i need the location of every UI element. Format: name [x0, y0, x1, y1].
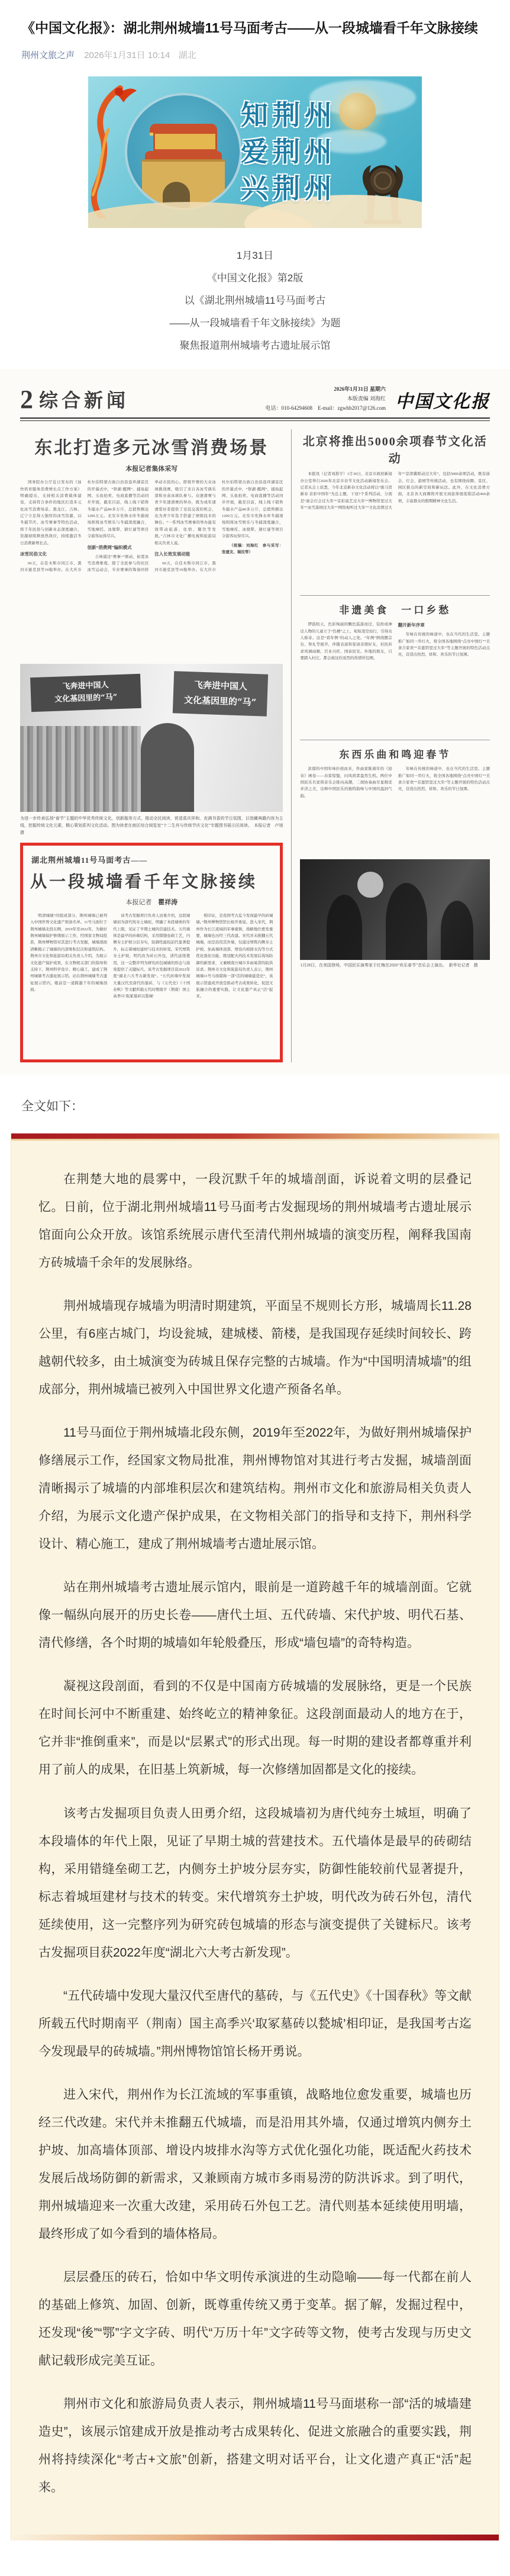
library-photo	[20, 664, 283, 812]
photo-banner-right: 飞奔进中国人 文化基因里的“马”	[172, 671, 267, 717]
food-article-subhead: 翻开新年序章	[398, 622, 425, 628]
article-paragraph: 凝视这段剖面，看到的不仅是中国南方砖城墙的发展脉络，更是一个民族在时间长河中不断重建、始终屹立的精神象征。这段剖面最动人的地方在于，它并非“推倒重来”，而是以“层累式”的形式出现。每一时期的建设者都尊重并利用了前人的成果，在旧基上筑新城，每一次修缮加固都是文化的接续。	[38, 1679, 472, 1777]
reader-silhouette	[141, 723, 194, 812]
newspaper-divider	[20, 417, 490, 421]
newsprint-text: 60天，在佳木斯市同江市、黑河市逊克县等19地举办。在大庆市杜尔伯特蒙古族自治县连环湖景区的开幕式中，“祭湖·醒网”、捕鱼起网、头鱼拍卖、电商直播等活动同步开展，截至目前，线上线下销售冬捕水产品80多万斤，总销售额达1200万元。北安市先锋水库冬捕现场则将冰雪娱乐与冬捕深度融合，雪地摩托、冰爬犁、猜灯谜等项目令游客玩得尽兴。	[20, 480, 149, 573]
bookshelf-shape	[20, 726, 141, 812]
newspaper-date: 2026年1月31日 星期六	[334, 386, 386, 392]
left-article-subhead: 注入长效发展动能	[154, 551, 191, 557]
article-paragraph: 荆州城墙现存城墙为明清时期建筑，平面呈不规则长方形，城墙周长11.28公里，有6座古城门，均设瓮城，建城楼、箭楼，是我国现存延续时间较长、跨越朝代较多，由土城演变为砖城且保存完整的古城墙。作为“中国明清城墙”的组成部分，荆州城墙已被列入中国世界文化遗产预备名单。	[38, 1299, 472, 1397]
beijing-article-headline: 北京将推出5000余项春节文化活动	[302, 435, 488, 466]
newspaper-editor: 本版责编 刘海红	[347, 395, 386, 402]
publish-date: 2026年1月31日 10:14	[84, 50, 170, 60]
newsprint-text: 国务院办公厅近日发布的《加快培育服务消费增长点工作方案》明确提出，支持相关消费载体建设，支持符合条件的地区打造多元化冰雪消费场景。黑龙江、吉林、辽宁立足得天独厚的冰雪资源，以冬捕节庆、冰雪赛事等特色活动，将千年民俗与创新业态深度融合，资源持续释放热效应，持续激活冬日消费新增长点。	[20, 480, 82, 545]
newsprint-text: 本报讯（记者刘淮宇）1月30日，北京市政府新闻办公室举行2026年北京市春节文化活动新闻发布会。记者从会上获悉，今年北京新春文化活动将以“骏马贺新春 京彩中国年”为总主题，下设7个系列活动，分别是“庙会灯会过大年”“京彩演艺过大年”“博物馆里过大年”“冰雪游园过大年”“网络视听过大年”“文化消费过大年”“京津冀联动过大年”，包括5000余项活动，既有庙会、灯会、游园等传统活动，也有围绕商圈、景区、园区推出的新空间和新玩法。此外，在文化消费方面，北京各大商圈将开展文商旅体展促销活动460余项，丰富群众的假期精神文化生活。	[300, 472, 490, 510]
page-title: 《中国文化报》：湖北荆州城墙11号马面考古——从一段城墙看千年文脉接续	[21, 20, 478, 36]
newspaper-left-column	[20, 429, 288, 1062]
moon-icon	[339, 93, 376, 130]
intro-line: 以《湖北荆州城墙11号马面考古	[184, 294, 326, 306]
article-paragraph: 该考古发掘项目负责人田勇介绍，这段城墙初为唐代纯夯土城垣，明确了本段墙体的年代上限，见证了早期土城的营建技术。五代墙体是最早的砖砌结构，采用错缝垒砌工艺，内侧夯土护坡分层夯实，防御性能较前代显著提升，标志着城垣建材与技术的转变。宋代增筑夯土护坡，明代改为砖石外包，清代延续使用，这一完整序列为研究砖包城墙的形态与演变提供了关键标尺。该考古发掘项目获2022年度“湖北六大考古新发现”。	[38, 1806, 472, 1960]
article-paragraph: 荆州市文化和旅游局负责人表示，荆州城墙11号马面堪称一部“活的城墙建造史”，该展示馆建成开放是推动考古成果转化、促进文旅融合的重要实践，荆州将持续深化“考古+文旅”创新，搭建文明对话平台，让文化遗产真正“活”起来。	[38, 2397, 472, 2495]
newsprint-text: 该考古发掘项目负责人田勇介绍，这段城墙初为唐代纯夯土城垣，明确了本段墙体的年代上限，见证了早期土城的营建技术。五代墙体是最早的砖砌结构，采用错缝垒砌工艺，内侧夯土护坡分层夯实，防御性能较前代显著提升，标志着城垣建材与技术的转变。宋代增筑夯土护坡，明代改为砖石外包，清代延续使用，这一完整序列为研究砖包城墙的形态与演变提供了关键标尺。该考古发掘项目获2022年度“湖北六大考古新发现”。“五代砖墙中发现大量汉代至唐代的墓砖，与《五代史》《十国春秋》等文献所载五代时期南平（荆南）国主高季兴‘取冢墓砖以甃城’	[113, 913, 191, 999]
banner-slogan-line: 兴荆州	[241, 172, 337, 204]
left-article-subhead: 创新“消费网”编织模式	[87, 544, 132, 550]
music-article-body	[300, 766, 490, 855]
banner-slogan-line: 爱荆州	[241, 136, 337, 167]
left-article-tail: （统稿：刘海红 参与采写：张建友、瑞民等）	[221, 543, 283, 554]
newsprint-text: 吉林通过“赛事+”驱动，拓宽冰雪消费维度。除了全民参与的社区冰雪运动会，专业赛事的筹备同样牵动市民的心。即将开赛的大众冰球挑战赛，吸引了来自各冰雪俱乐部和业余冰球队参与。众速滑赛与青少年速滑赛的举办，既为成年速滑爱好者提供了竞技交流的机会，也为青少年选手搭建了磨练技术的舞台。“一系列冰雪赛事的举办能有效带动旅游、住宿、餐饮等发展。”吉林市文化广播电视和旅游局相关负责人说。	[87, 480, 216, 573]
photo-banner-left: 飞奔进中国人 文化基因里的“马”	[30, 674, 141, 712]
article-paragraph: 11号马面位于荆州城墙北段东侧，2019年至2022年，为做好荆州城墙保护修缮展示工作，经国家文物局批准，荆州博物馆对其进行考古发掘，城墙剖面清晰揭示了城墙的内部堆积层次和建筑结构。荆州市文化和旅游局相关负责人介绍，为展示文化遗产保护成果，在文物相关部门的指导和支持下，荆州科学设计、精心施工，建成了荆州城墙考古遗址展示馆。	[38, 1426, 472, 1552]
newsprint-text: 浓郁的中国年味扑面而来，作曲家陈熹年的《迎春》画卷——春雷惊蛰，问风尚霄盎然生机。两位中国民乐名家将音乐会推向高潮，二胡协奏曲尽显刚柔并济之美，诠释中国民乐的独特韵味与中国的温润气韵。	[300, 767, 392, 798]
beijing-article-body	[300, 471, 490, 589]
intro-text	[0, 245, 510, 357]
left-article-byline: 本报记者集体采写	[125, 465, 178, 473]
newsprint-text: 年味在传统的味道中，也在当代的生活里。主题推广如同一串灯火，将全国各地围绕“点亮中国灯”“美食合家欢”“非遗馆里过大年”等主题开展的特色活动点亮，营造出热烈、祥和、欢乐的节日氛围。	[398, 632, 490, 657]
newspaper-page-number: 2	[20, 385, 33, 415]
library-photo-caption: 为进一步传承弘扬“春节”主题的中华优秀传统文化，创新服务方式，推动全民阅读，营造喜庆祥和、充满书香的节日氛围，以馆藏典籍内容为主线，挖掘传统文化元素，精心策划系列文化活动。图为读者在南区综合阅览室“十二生肖与传统节庆文化”专题图书展示区阅读。 本报记者 卢旭 摄	[20, 816, 288, 835]
newsprint-text: 60天，在佳木斯市同江市、黑河市逊克县等19地举办。在大庆市杜尔伯特蒙古族自治县连环湖景区的开幕式中，“祭湖·醒网”、捕鱼起网、头鱼拍卖、电商直播等活动同步开展，截至目前，线上线下销售冬捕水产品80多万斤，总销售额达1200万元。北安市先锋水库冬捕现场则将冰雪娱乐与冬捕深度融合，雪地摩托、冰爬犁、猜灯谜等项目令游客玩得尽兴。	[154, 480, 283, 573]
orchestra-photo	[300, 859, 490, 960]
banner-slogan	[241, 97, 337, 207]
newsprint-text: 相印证，是我国考古迄今发现最早的砖城墙。”荆州博物馆馆长杨开勇说。进入宋代，荆州作为长江流域的军事重镇，战略地位愈发重要，城墙也历经三代改建。宋代并未推翻五代城墙，而是沿用其外墙，仅通过增筑内侧夯土护坡、加高墙体顶部、增设内坡排水沟等方式优化强化功能，既适配火药技术发展后战场防御的新需求，又兼顾南方城市多雨易涝的防洪诉求。荆州市文化和旅游局负责人表示，荆州城墙11号马面堪称一部“活的城墙建造史”，该展示馆建成开放是推动考古成果转化、促进文旅融合的重要实践，让文化遗产真正“活”起来。	[196, 913, 273, 999]
intro-line: ——从一段城墙看千年文脉接续》为题	[169, 317, 341, 329]
newspaper-clipping[interactable]	[0, 369, 510, 1074]
byline-row	[0, 39, 510, 61]
article-paragraph: 站在荆州城墙考古遗址展示馆内，眼前是一道跨越千年的城墙剖面。它就像一幅纵向展开的历史长卷——唐代土垣、五代砖墙、宋代护坡、明代石基、清代修缮，各个时期的城墙如年轮般叠压，形成“墙包墙”的奇特构造。	[38, 1581, 472, 1650]
highlighted-article-box	[20, 843, 283, 1062]
panel-bottom-gradient-bar	[11, 2535, 499, 2540]
left-article-subhead: 冰雪民俗文化	[20, 551, 47, 557]
intro-line: 聚焦报道荆州城墙考古遗址展示馆	[179, 339, 331, 351]
boxed-article-byline: 本报记者 瞿祥涛	[125, 898, 178, 906]
boxed-article-kicker: 湖北荆州城墙11号马面考古——	[31, 855, 148, 865]
orchestra-photo-caption: 1月28日，在美国登场，中国民乐演奏家于红梅在2026“欢乐春节”音乐会上演出。 新华社记者 摄	[300, 963, 478, 968]
article-paragraph: 在荆楚大地的晨雾中，一段沉默千年的城墙剖面，诉说着文明的层叠记忆。日前，位于湖北荆州城墙11号马面考古发掘现场的荆州城墙考古遗址展示馆面向公众开放。该馆系统展示唐代至清代荆州城墙的演变历程，阐释我国南方砖城墙千余年的发展脉络。	[38, 1172, 472, 1270]
newspaper-right-column	[291, 429, 490, 1062]
fulltext-label: 全文如下：	[21, 1099, 83, 1113]
account-name-link[interactable]: 荆州文旅之声	[21, 50, 75, 60]
intro-line: 1月31日	[236, 249, 274, 261]
music-article-headline: 东西乐曲和鸣迎春节	[339, 749, 451, 761]
boxed-article-headline: 从一段城墙看千年文脉接续	[30, 872, 258, 891]
newsprint-text: 锣鼓喧天，色彩绚丽的飘色巡游而过，装扮成神话人物的儿童立于“色梗”之上，宛如凌空而行，引得众人称奇。这是“看年例”的动人之处。“年例”围绕摆宗台、祭礼等展开，伴随表演和宴请亲朋好友，村民祈求风调雨顺、百业兴旺、国泰民安。外地的朋友，只要踏入村庄，都会被这份浓烈的热情所包围。	[300, 622, 392, 661]
newsprint-text: 明清城墙”的组成部分，荆州城墙已被列入中国世界文化遗产预备名单。11号马面位于荆州城墙北段东侧，2019年至2022年，为做好荆州城墙保护修缮展示工作，经国家文物局批准，荆州博物馆对其进行考古发掘，城墙剖面清晰揭示了城墙的内部堆积层次和建筑结构。荆州市文化和旅游局相关负责人介绍，为展示文化遗产保护成果，在文物相关部门的指导和支持下，荆州科学设计、精心施工，建成了荆州城墙考古遗址展示馆。站在荆州城墙考古遗址展示馆内，眼前是一道跨越千年的城墙剖面。	[30, 913, 108, 992]
article-paragraph: “五代砖墙中发现大量汉代至唐代的墓砖，与《五代史》《十国春秋》等文献所载五代时期南平（荆南）国主高季兴‘取冢墓砖以甃城’相印证，是我国考古迄今发现最早的砖城墙。”荆州博物馆馆长杨开勇说。	[38, 1989, 472, 2058]
newspaper-divider	[300, 595, 490, 596]
panel-top-gradient-bar	[11, 1133, 499, 1139]
banner-image[interactable]	[88, 76, 422, 228]
boxed-article-body	[30, 913, 273, 1053]
newspaper-section-title: 综合新闻	[39, 390, 130, 412]
newspaper-dateline	[265, 384, 386, 413]
food-article-body	[300, 621, 490, 734]
newspaper-masthead: 中国文化报	[395, 391, 490, 413]
newspaper-contact: 电话：010-64294608 E-mail：zgwhb2017@126.com	[265, 405, 386, 412]
article-paragraph: 层层叠压的砖石，恰如中华文明传承演进的生动隐喻——每一代都在前人的基础上修筑、加固、创新，既尊重传统又勇于变革。据了解，发掘过程中，还发现“後”“鄂”字文字砖、明代“万历十年”文字砖等文物，使考古发现与历史文献记载形成完美互证。	[38, 2270, 472, 2368]
phoenix-icon	[88, 82, 138, 219]
intro-line: 《中国文化报》第2版	[206, 272, 304, 284]
left-article-headline: 东北打造多元冰雪消费场景	[34, 438, 269, 458]
food-article-headline: 非遗美食 一口乡愁	[339, 605, 451, 616]
gate-body	[153, 132, 217, 151]
newsprint-text: 年味在传统的味道中，也在当代的生活里。主题推广如同一串灯火，将全国各地围绕“点亮中国灯”“美食合家欢”“非遗馆里过大年”等主题开展的特色活动点亮，营造出热烈、祥和、欢乐的节日氛围。	[398, 767, 490, 792]
city-gate-icon	[125, 93, 242, 210]
publish-location: 湖北	[178, 50, 196, 60]
newspaper-header	[20, 384, 490, 413]
article-body-panel	[11, 1133, 499, 2540]
banner-slogan-line: 知荆州	[241, 99, 337, 130]
article-paragraph: 进入宋代，荆州作为长江流域的军事重镇，战略地位愈发重要，城墙也历经三代改建。宋代并未推翻五代城墙，而是沿用其外墙，仅通过增筑内侧夯土护坡、加高墙体顶部、增设内坡排水沟等方式优化强化功能，既适配火药技术发展后战场防御的新需求，又兼顾南方城市多雨易涝的防洪诉求。到了明代，荆州城墙迎来一次重大改建，采用砖石外包工艺。清代则基本延续使用明墙，最终形成了如今看到的墙体格局。	[38, 2087, 472, 2241]
article-body-text	[11, 1141, 499, 2535]
drum-shape	[357, 872, 383, 898]
left-article-body	[20, 479, 283, 657]
